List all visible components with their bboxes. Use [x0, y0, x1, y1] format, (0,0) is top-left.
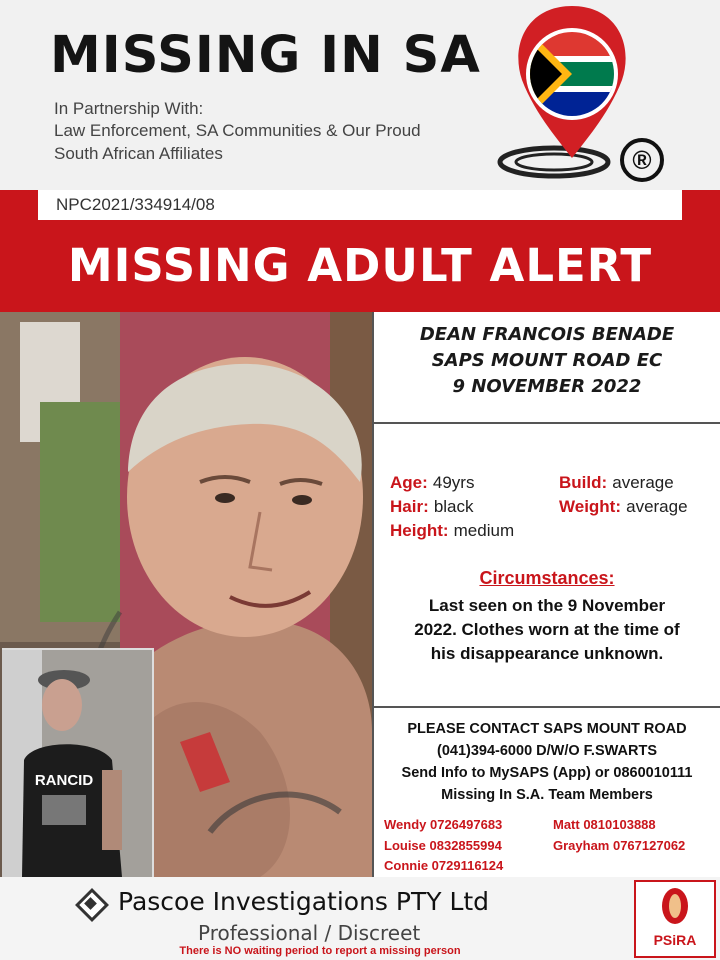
height-value: medium [453, 521, 515, 540]
contact-line: Missing In S.A. Team Members [441, 787, 653, 803]
weight-label: Weight: [559, 497, 622, 516]
circumstances-heading: Circumstances: [479, 568, 615, 588]
alert-title: MISSING ADULT ALERT [67, 239, 653, 292]
shirt-text: RANCID [34, 772, 94, 789]
npc-number: NPC2021/334914/08 [56, 195, 215, 214]
team-member: Grayham 0767127062 [553, 838, 686, 853]
page-title: MISSING IN SA [50, 26, 481, 85]
person-station: SAPS MOUNT ROAD EC [431, 350, 663, 371]
missing-date: 9 NOVEMBER 2022 [452, 376, 642, 397]
partnership-line-1: In Partnership With: [54, 99, 204, 118]
contact-line: PLEASE CONTACT SAPS MOUNT ROAD [407, 721, 687, 737]
hair-value: black [433, 497, 474, 516]
team-member: Connie 0729116124 [384, 858, 504, 873]
weight-value: average [626, 497, 688, 516]
age-value: 49yrs [432, 473, 475, 492]
divider-2 [374, 706, 720, 708]
company-name: Pascoe Investigations PTY Ltd [118, 887, 490, 916]
hair-fact [390, 497, 474, 517]
team-member: Matt 0810103888 [553, 817, 656, 832]
person-header [374, 322, 720, 400]
person-name: DEAN FRANCOIS BENADE [419, 324, 675, 345]
build-fact [559, 473, 674, 493]
hair-label: Hair: [390, 497, 429, 516]
build-label: Build: [559, 473, 608, 492]
circumstances-line: his disappearance unknown. [430, 644, 664, 663]
team-member: Wendy 0726497683 [384, 817, 503, 832]
partnership-line-3: South African Affiliates [54, 144, 223, 163]
team-member: Louise 0832855994 [384, 838, 502, 853]
circumstances-line: 2022. Clothes worn at the time of [414, 620, 680, 639]
inset-illustration [2, 650, 152, 877]
age-fact [390, 473, 474, 493]
divider-1 [374, 422, 720, 424]
registered-trademark-icon: ® [620, 138, 664, 182]
waiting-period-notice: There is NO waiting period to report a missing person [179, 945, 461, 957]
psira-shield-icon [636, 882, 714, 932]
height-label: Height: [390, 521, 449, 540]
circumstances-line: Last seen on the 9 November [428, 596, 666, 615]
company-tagline: Professional / Discreet [198, 921, 421, 945]
contact-line: (041)394-6000 D/W/O F.SWARTS [437, 743, 657, 759]
circumstances-text [386, 594, 708, 666]
weight-fact [559, 497, 688, 517]
age-label: Age: [390, 473, 428, 492]
height-fact [390, 521, 514, 541]
contact-block [374, 718, 720, 806]
psira-logo-text: PSiRA [653, 932, 697, 948]
build-value: average [612, 473, 674, 492]
partnership-line-2: Law Enforcement, SA Communities & Our Proud [54, 121, 421, 140]
inset-photo [2, 648, 154, 877]
contact-line: Send Info to MySAPS (App) or 0860010111 [401, 765, 693, 781]
